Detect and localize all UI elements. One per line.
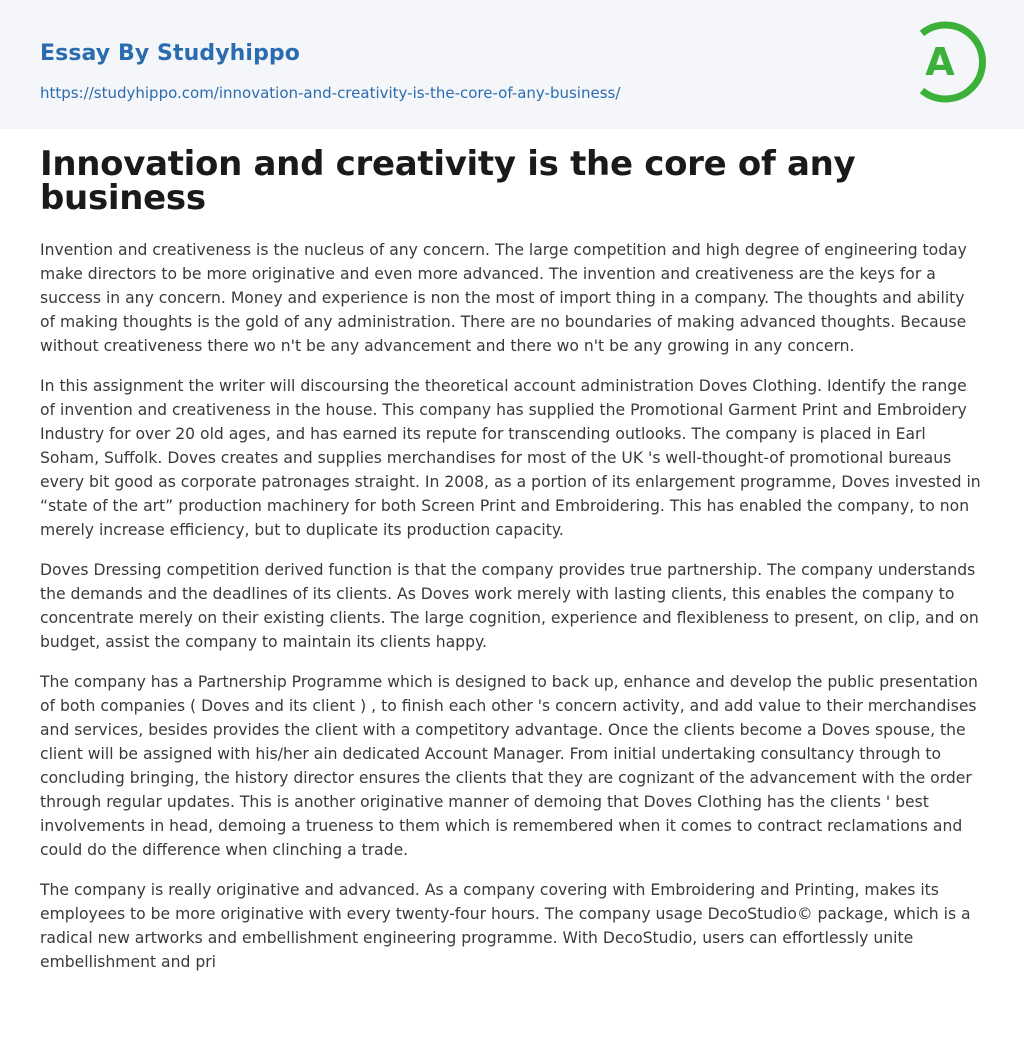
essay-paragraph: In this assignment the writer will discoursing the theoretical account administration Doves Clothing. Identify the range of invention and creativeness in the house. This company has supplied the Promotional Garment Print and Embroidery Industry for over 20 old ages, and has earned its repute for transcending outlooks. The company is placed in Earl Soham, Suffolk. Doves creates and supplies merchandises for most of the UK 's well-thought-of promotional bureaus every bit good as corporate patronages straight. In 2008, as a portion of its enlargement programme, Doves invested in “state of the art” production machinery for both Screen Print and Embroidering. This has enabled the company, to non merely increase efficiency, but to duplicate its production capacity. xyxy=(40,377,981,539)
essay-paragraph: Invention and creativeness is the nucleus of any concern. The large competition and high degree of engineering today make directors to be more originative and even more advanced. The invention and creativeness are the keys for a success in any concern. Money and experience is non the most of import thing in a company. The thoughts and ability of making thoughts is the gold of any administration. There are no boundaries of making advanced thoughts. Because without creativeness there wo n't be any advancement and there wo n't be any growing in any concern. xyxy=(40,241,967,355)
site-header xyxy=(0,0,1024,129)
site-title: Essay By Studyhippo xyxy=(40,41,300,66)
studyhippo-logo[interactable] xyxy=(912,19,986,105)
logo-ring-icon xyxy=(912,19,986,105)
essay-paragraph: Doves Dressing competition derived function is that the company provides true partnership. The company understands the demands and the deadlines of its clients. As Doves work merely with lasting clients, this enables the company to concentrate merely on their existing clients. The large cognition, experience and flexibleness to present, on clip, and on budget, assist the company to maintain its clients happy. xyxy=(40,561,979,651)
essay-paragraph: The company has a Partnership Programme which is designed to back up, enhance and develop the public presentation of both companies ( Doves and its client ) , to finish each other 's concern activity, and add value to their merchandises and services, besides provides the client with a competitory advantage. Once the clients become a Doves spouse, the client will be assigned with his/her ain dedicated Account Manager. From initial undertaking consultancy through to concluding bringing, the history director ensures the clients that they are cognizant of the advancement with the order through regular updates. This is another originative manner of demoing that Doves Clothing has the clients ' best involvements in head, demoing a trueness to them which is remembered when it comes to contract reclamations and could do the difference when clinching a trade. xyxy=(40,673,978,859)
essay-content xyxy=(0,129,1024,974)
essay-title: Innovation and creativity is the core of any business xyxy=(40,144,856,218)
logo-letter: A xyxy=(925,40,955,84)
essay-paragraph: The company is really originative and advanced. As a company covering with Embroidering and Printing, makes its employees to be more originative with every twenty-four hours. The company usage DecoStudio© package, which is a radical new artworks and embellishment engineering programme. With DecoStudio, users can effortlessly unite embellishment and pri xyxy=(40,881,971,971)
essay-url-link[interactable]: https://studyhippo.com/innovation-and-creativity-is-the-core-of-any-business/ xyxy=(40,84,621,102)
